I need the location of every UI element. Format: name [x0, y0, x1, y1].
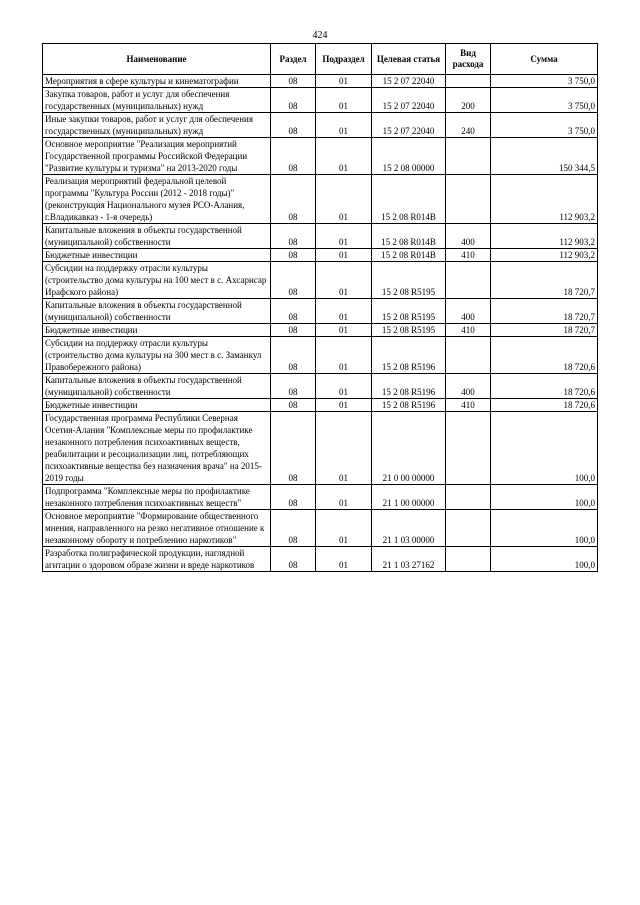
- cell-summa: 3 750,0: [491, 88, 598, 113]
- cell-summa: 112 903,2: [491, 224, 598, 249]
- cell-podrazdel: 01: [316, 249, 372, 262]
- cell-razdel: 08: [271, 138, 316, 175]
- cell-podrazdel: 01: [316, 547, 372, 572]
- cell-vid: [446, 547, 491, 572]
- table-row: [43, 88, 598, 113]
- cell-name: Закупка товаров, работ и услуг для обеспечения государственных (муниципальных) нужд: [43, 88, 271, 113]
- cell-name: Капитальные вложения в объекты государственной (муниципальной) собственности: [43, 374, 271, 399]
- table-row: [43, 324, 598, 337]
- cell-summa: 100,0: [491, 485, 598, 510]
- cell-summa: 100,0: [491, 547, 598, 572]
- table-header-row: [43, 44, 598, 75]
- cell-name: Иные закупки товаров, работ и услуг для обеспечения государственных (муниципальных) нужд: [43, 113, 271, 138]
- cell-vid: 410: [446, 399, 491, 412]
- header-statya: Целевая статья: [372, 44, 446, 75]
- cell-razdel: 08: [271, 88, 316, 113]
- cell-podrazdel: 01: [316, 138, 372, 175]
- cell-statya: 15 2 08 R5196: [372, 374, 446, 399]
- table-row: [43, 399, 598, 412]
- cell-razdel: 08: [271, 75, 316, 88]
- cell-statya: 15 2 08 R5195: [372, 262, 446, 299]
- cell-name: Субсидии на поддержку отрасли культуры (строительство дома культуры на 300 мест в с. Заманкул Правобережного района): [43, 337, 271, 374]
- cell-razdel: 08: [271, 337, 316, 374]
- cell-statya: 15 2 08 R014B: [372, 249, 446, 262]
- cell-razdel: 08: [271, 299, 316, 324]
- table-row: [43, 510, 598, 547]
- cell-podrazdel: 01: [316, 412, 372, 485]
- cell-podrazdel: 01: [316, 337, 372, 374]
- cell-name: Подпрограмма "Комплексные меры по профилактике незаконного потребления психоактивных веществ": [43, 485, 271, 510]
- header-razdel: Раздел: [271, 44, 316, 75]
- cell-razdel: 08: [271, 224, 316, 249]
- cell-vid: [446, 138, 491, 175]
- table-row: [43, 75, 598, 88]
- cell-podrazdel: 01: [316, 510, 372, 547]
- cell-summa: 18 720,7: [491, 299, 598, 324]
- cell-razdel: 08: [271, 324, 316, 337]
- cell-name: Бюджетные инвестиции: [43, 399, 271, 412]
- cell-summa: 112 903,2: [491, 249, 598, 262]
- cell-summa: 3 750,0: [491, 75, 598, 88]
- cell-name: Основное мероприятие "Формирование общественного мнения, направленного на резко негативное отношение к незаконному обороту и потреблению наркотиков": [43, 510, 271, 547]
- cell-razdel: 08: [271, 510, 316, 547]
- header-vid: Вид расхода: [446, 44, 491, 75]
- cell-vid: 400: [446, 374, 491, 399]
- cell-summa: 18 720,6: [491, 374, 598, 399]
- cell-summa: 100,0: [491, 510, 598, 547]
- cell-podrazdel: 01: [316, 262, 372, 299]
- cell-statya: 15 2 08 R014B: [372, 175, 446, 224]
- cell-summa: 18 720,6: [491, 337, 598, 374]
- cell-razdel: 08: [271, 175, 316, 224]
- cell-summa: 18 720,7: [491, 324, 598, 337]
- header-podrazdel: Подраздел: [316, 44, 372, 75]
- cell-statya: 21 1 03 00000: [372, 510, 446, 547]
- cell-podrazdel: 01: [316, 374, 372, 399]
- cell-statya: 15 2 08 R014B: [372, 224, 446, 249]
- cell-summa: 18 720,7: [491, 262, 598, 299]
- cell-statya: 15 2 07 22040: [372, 113, 446, 138]
- cell-name: Капитальные вложения в объекты государственной (муниципальной) собственности: [43, 224, 271, 249]
- cell-razdel: 08: [271, 374, 316, 399]
- table-row: [43, 175, 598, 224]
- cell-vid: [446, 262, 491, 299]
- cell-name: Реализация мероприятий федеральной целевой программы "Культура России (2012 - 2018 годы)" (реконструкция Национального музея РСО-Алания, г.Владикавказ - 1-я очередь): [43, 175, 271, 224]
- cell-razdel: 08: [271, 485, 316, 510]
- header-name: Наименование: [43, 44, 271, 75]
- cell-vid: [446, 485, 491, 510]
- cell-statya: 15 2 07 22040: [372, 88, 446, 113]
- cell-statya: 15 2 08 R5196: [372, 399, 446, 412]
- cell-vid: 400: [446, 224, 491, 249]
- cell-summa: 3 750,0: [491, 113, 598, 138]
- cell-name: Разработка полиграфической продукции, наглядной агитации о здоровом образе жизни и вреде наркотиков: [43, 547, 271, 572]
- cell-podrazdel: 01: [316, 299, 372, 324]
- table-row: [43, 337, 598, 374]
- cell-razdel: 08: [271, 412, 316, 485]
- cell-vid: 410: [446, 249, 491, 262]
- cell-vid: [446, 337, 491, 374]
- cell-razdel: 08: [271, 399, 316, 412]
- cell-summa: 150 344,5: [491, 138, 598, 175]
- table-row: [43, 138, 598, 175]
- cell-podrazdel: 01: [316, 485, 372, 510]
- cell-statya: 21 1 03 27162: [372, 547, 446, 572]
- table-row: [43, 547, 598, 572]
- cell-name: Бюджетные инвестиции: [43, 324, 271, 337]
- cell-vid: [446, 510, 491, 547]
- cell-name: Мероприятия в сфере культуры и кинематографии: [43, 75, 271, 88]
- header-summa: Сумма: [491, 44, 598, 75]
- cell-vid: [446, 412, 491, 485]
- cell-summa: 18 720,6: [491, 399, 598, 412]
- cell-podrazdel: 01: [316, 224, 372, 249]
- table-row: [43, 485, 598, 510]
- table-row: [43, 299, 598, 324]
- cell-statya: 21 1 00 00000: [372, 485, 446, 510]
- cell-podrazdel: 01: [316, 113, 372, 138]
- table-row: [43, 113, 598, 138]
- cell-statya: 15 2 07 22040: [372, 75, 446, 88]
- cell-statya: 21 0 00 00000: [372, 412, 446, 485]
- cell-name: Государственная программа Республики Северная Осетия-Алания "Комплексные меры по профилактике незаконного потребления психоактивных веществ, реабилитации и ресоциализации лиц, потребляющих психоактивные вещества без назначения врача" на 2015-2019 годы: [43, 412, 271, 485]
- cell-statya: 15 2 08 R5195: [372, 324, 446, 337]
- cell-podrazdel: 01: [316, 324, 372, 337]
- cell-podrazdel: 01: [316, 175, 372, 224]
- cell-vid: 400: [446, 299, 491, 324]
- cell-vid: 410: [446, 324, 491, 337]
- cell-name: Капитальные вложения в объекты государственной (муниципальной) собственности: [43, 299, 271, 324]
- cell-summa: 100,0: [491, 412, 598, 485]
- table-row: [43, 412, 598, 485]
- cell-vid: 240: [446, 113, 491, 138]
- table-row: [43, 224, 598, 249]
- cell-statya: 15 2 08 00000: [372, 138, 446, 175]
- cell-summa: 112 903,2: [491, 175, 598, 224]
- cell-statya: 15 2 08 R5196: [372, 337, 446, 374]
- table-row: [43, 249, 598, 262]
- cell-vid: [446, 175, 491, 224]
- cell-name: Основное мероприятие "Реализация мероприятий Государственной программы Российской Федерации "Развитие культуры и туризма" на 2013-2020 годы: [43, 138, 271, 175]
- cell-razdel: 08: [271, 547, 316, 572]
- cell-vid: 200: [446, 88, 491, 113]
- budget-table: [42, 43, 598, 572]
- cell-podrazdel: 01: [316, 399, 372, 412]
- cell-razdel: 08: [271, 113, 316, 138]
- page-number: 424: [312, 30, 328, 41]
- table-row: [43, 374, 598, 399]
- cell-name: Субсидии на поддержку отрасли культуры (строительство дома культуры на 100 мест в с. Ахсарисар Ирафского района): [43, 262, 271, 299]
- cell-podrazdel: 01: [316, 88, 372, 113]
- cell-vid: [446, 75, 491, 88]
- cell-name: Бюджетные инвестиции: [43, 249, 271, 262]
- cell-podrazdel: 01: [316, 75, 372, 88]
- cell-razdel: 08: [271, 262, 316, 299]
- cell-razdel: 08: [271, 249, 316, 262]
- cell-statya: 15 2 08 R5195: [372, 299, 446, 324]
- table-row: [43, 262, 598, 299]
